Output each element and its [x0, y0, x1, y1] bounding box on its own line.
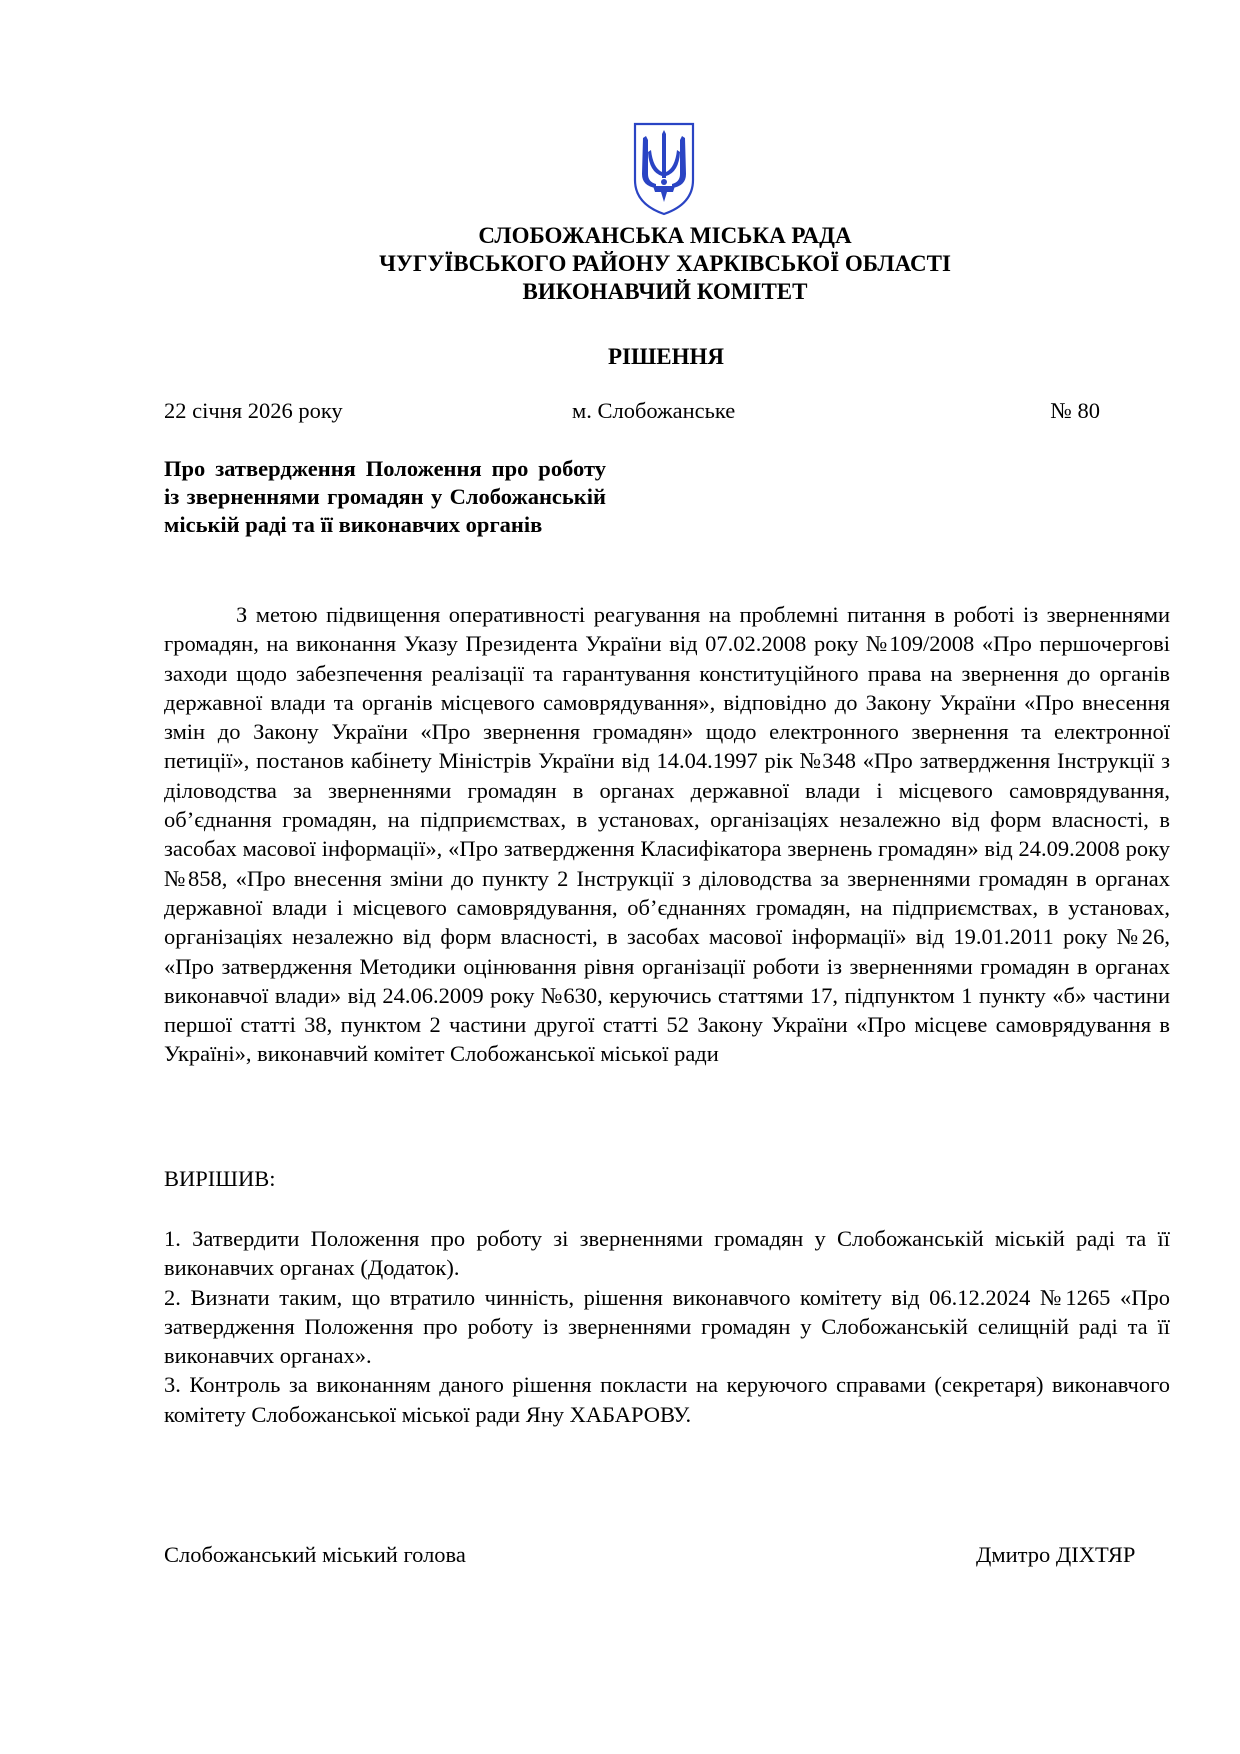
decision-items: [164, 1224, 1170, 1429]
decision-item: 3. Контроль за виконанням даного рішення покласти на керуючого справами (секретаря) виконавчого комітету Слобожанської міської ради Яну ХАБАРОВУ.: [164, 1372, 1170, 1427]
header-line-council: СЛОБОЖАНСЬКА МІСЬКА РАДА: [478, 223, 852, 248]
decision-item: 1. Затвердити Положення про роботу зі зверненнями громадян у Слобожанській міській раді та її виконавчих органах (Додаток).: [164, 1226, 1170, 1281]
document-date: 22 січня 2026 року: [164, 398, 343, 423]
preamble-paragraph: З метою підвищення оперативності реагування на проблемні питання в роботі із зверненнями громадян, на виконання Указу Президента України від 07.02.2008 року №109/2008 «Про першочергові заходи щодо забезпечення реалізації та гарантування конституційного права на звернення до органів державної влади та органів місцевого самоврядування», відповідно до Закону України «Про внесення змін до Закону України «Про звернення громадян» щодо електронного звернення та електронної петиції», постанов кабінету Міністрів України від 14.04.1997 рік №348 «Про затвердження Інструкції з діловодства за зверненнями громадян в органах державної влади і місцевого самоврядування, об’єднання громадян, на підприємствах, в установах, організаціях незалежно від форм власності, в засобах масової інформації», «Про затвердження Класифікатора звернень громадян» від 24.09.2008 року №858, «Про внесення зміни до пункту 2 Інструкції з діловодства за зверненнями громадян в органах державної влади і місцевого самоврядування, об’єднаннях громадян, на підприємствах, в установах, організаціях незалежно від форм власності, в засобах масової інформації» від 19.01.2011 року №26, «Про затвердження Методики оцінювання рівня організації роботи із зверненнями громадян в органах виконавчої влади» від 24.06.2009 року №630, керуючись статтями 17, підпунктом 1 пункту «б» частини першої статті 38, пунктом 2 частини другої статті 52 Закону України «Про місцеве самоврядування в Україні», виконавчий комітет Слобожанської міської ради: [164, 602, 1170, 1067]
issuer-header: [0, 222, 1240, 306]
signature-block: [164, 1540, 1164, 1570]
coat-of-arms-trident-icon: [631, 120, 697, 217]
decided-label: ВИРІШИВ:: [164, 1166, 276, 1191]
signatory-name: Дмитро ДІХТЯР: [976, 1542, 1136, 1567]
header-line-committee: ВИКОНАВЧИЙ КОМІТЕТ: [522, 279, 808, 304]
document-number: № 80: [1050, 398, 1100, 423]
decision-item: 2. Визнати таким, що втратило чинність, рішення виконавчого комітету від 06.12.2024 №1265 «Про затвердження Положення про роботу із зверненнями громадян у Слобожанській селищній раді та її виконавчих органах».: [164, 1284, 1170, 1369]
decision-subject: Про затвердження Положення про роботу із зверненнями громадян у Слобожанській міській раді та її виконавчих органів: [164, 456, 606, 537]
header-line-region: ЧУГУЇВСЬКОГО РАЙОНУ ХАРКІВСЬКОЇ ОБЛАСТІ: [379, 251, 951, 276]
document-meta-row: [164, 396, 1100, 426]
document-place: м. Слобожанське: [572, 398, 736, 423]
signatory-position: Слобожанський міський голова: [164, 1542, 466, 1567]
document-type-title: РІШЕННЯ: [608, 344, 724, 369]
